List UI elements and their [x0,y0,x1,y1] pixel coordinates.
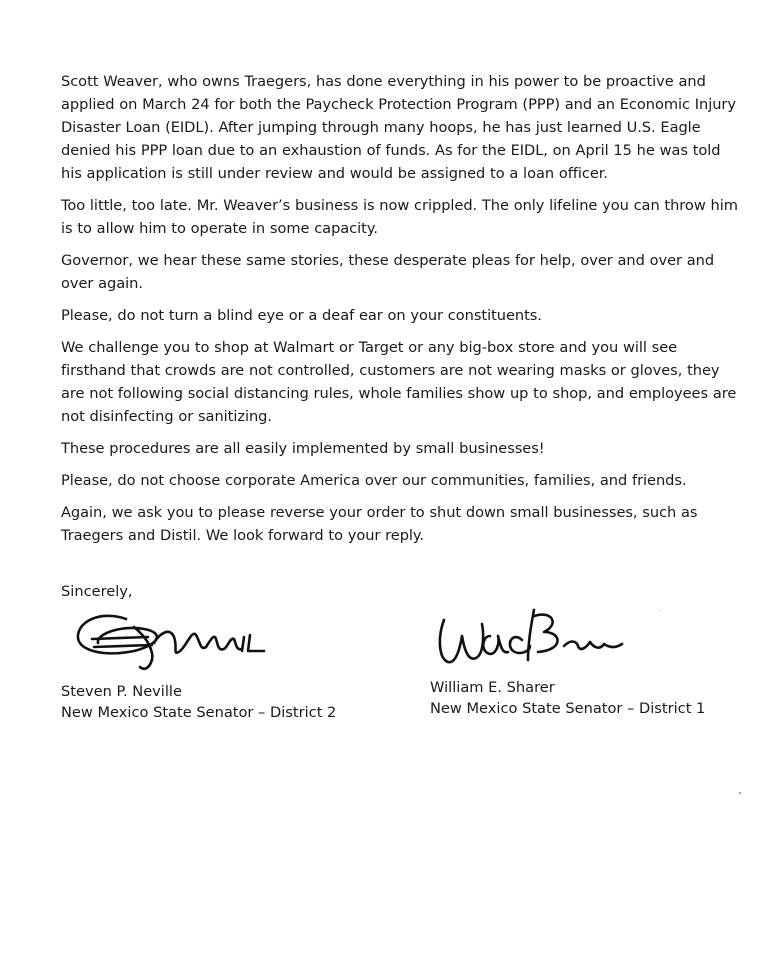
signer-title: New Mexico State Senator – District 2 [61,704,337,721]
signer-name: William E. Sharer [430,679,555,696]
scan-speck [660,610,661,611]
signer-sharer [430,677,705,719]
letter-body [61,70,744,556]
closing: Sincerely, [61,583,133,600]
paragraph-too-little: Too little, too late. Mr. Weaver’s business is now crippled. The only lifeline you can throw him is to allow him to operate in some capacity. [61,197,738,237]
paragraph-traegers-loan: Scott Weaver, who owns Traegers, has done everything in his power to be proactive and applied on March 24 for both the Paycheck Protection Program (PPP) and an Economic Injury Disaster Loan (EIDL). After jumping through many hoops, he has just learned U.S. Eagle denied his PPP loan due to an exhaustion of funds. As for the EIDL, on April 15 he was told his application is still under review and would be assigned to a loan officer. [61,73,736,182]
paragraph-reverse-order: Again, we ask you to please reverse your order to shut down small businesses, such as Traegers and Distil. We look forward to your reply. [61,504,698,544]
signer-neville [61,681,336,723]
signer-title: New Mexico State Senator – District 1 [430,700,706,717]
scan-speck [739,792,741,794]
paragraph-procedures: These procedures are all easily implemented by small businesses! [61,440,545,457]
paragraph-governor: Governor, we hear these same stories, these desperate pleas for help, over and over and over again. [61,252,715,292]
paragraph-challenge: We challenge you to shop at Walmart or Target or any big-box store and you will see firsthand that crowds are not controlled, customers are not wearing masks or gloves, they are not following social distancing rules, whole families show up to shop, and employees are not disinfecting or sanitizing. [61,339,737,425]
paragraph-blind-eye: Please, do not turn a blind eye or a deaf ear on your constituents. [61,307,542,324]
signer-name: Steven P. Neville [61,683,182,700]
signature-neville [74,607,274,677]
paragraph-corporate: Please, do not choose corporate America over our communities, families, and friends. [61,472,687,489]
signature-sharer [434,600,644,670]
